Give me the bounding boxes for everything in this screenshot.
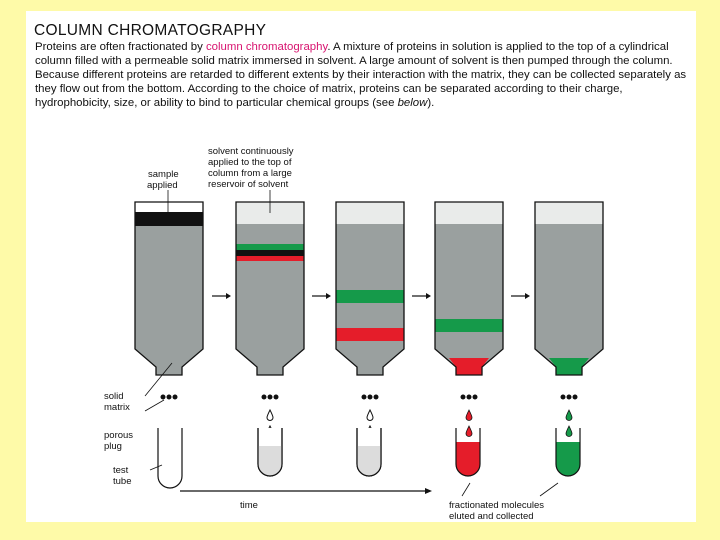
red-drop xyxy=(466,410,472,421)
test-tube-2 xyxy=(258,428,282,476)
column-top-empty xyxy=(135,202,203,212)
arrow-right-icon xyxy=(412,293,431,299)
porous-plug-1 xyxy=(161,395,178,400)
column-top-solvent xyxy=(435,202,503,224)
label-solid-matrix-2: matrix xyxy=(104,402,130,413)
label-test-tube-1: test xyxy=(113,465,129,476)
red-drop xyxy=(466,426,472,437)
green-band xyxy=(435,319,503,332)
red-band xyxy=(336,328,404,341)
black-band xyxy=(236,250,304,256)
column-2 xyxy=(236,202,304,437)
green-drop xyxy=(566,410,572,421)
label-porous-plug-2: plug xyxy=(104,441,122,452)
label-solvent-2: applied to the top of xyxy=(208,157,292,168)
column-matrix xyxy=(435,224,503,375)
label-solvent-3: column from a large xyxy=(208,168,292,179)
column-top-solvent xyxy=(535,202,603,224)
test-tube-3 xyxy=(357,428,381,476)
intro-italic: below xyxy=(397,97,428,110)
label-sample-applied-2: applied xyxy=(147,180,178,191)
label-porous-plug-1: porous xyxy=(104,430,134,441)
label-time: time xyxy=(240,500,258,511)
column-4 xyxy=(435,202,503,437)
label-solvent-1: solvent continuously xyxy=(208,146,294,157)
label-solvent-4: reservoir of solvent xyxy=(208,179,289,190)
green-band xyxy=(236,244,304,250)
arrow-right-icon xyxy=(212,293,231,299)
time-arrow-icon xyxy=(180,488,432,494)
red-band xyxy=(236,256,304,261)
intro-text-end: ). xyxy=(427,97,435,110)
test-tube-1 xyxy=(158,428,182,488)
green-band xyxy=(336,290,404,303)
column-top-solvent xyxy=(336,202,404,224)
label-solid-matrix-1: solid xyxy=(104,391,124,402)
label-test-tube-2: tube xyxy=(113,476,132,487)
green-drop xyxy=(566,426,572,437)
solvent-drop xyxy=(367,410,373,421)
arrow-right-icon xyxy=(312,293,331,299)
column-5 xyxy=(535,202,603,437)
column-matrix xyxy=(135,226,203,375)
label-sample-applied-1: sample xyxy=(148,169,179,180)
label-fractionated-1: fractionated molecules xyxy=(449,500,545,511)
column-1 xyxy=(135,202,203,375)
solvent-drop xyxy=(267,410,273,421)
intro-text-start: Proteins are often fractionated by xyxy=(35,41,206,53)
column-matrix xyxy=(535,224,603,375)
intro-highlight: column chromatography xyxy=(205,41,328,53)
figure-title: COLUMN CHROMATOGRAPHY xyxy=(34,22,267,39)
sample-band-black xyxy=(135,212,203,226)
arrow-right-icon xyxy=(511,293,530,299)
column-3 xyxy=(336,202,404,437)
intro-text-middle: . A mixture of proteins in solution is applied to the top of a cylindrical column filled with a permeable solid matrix immersed in solvent. A large amount of solvent is then pumped through the column. Because different proteins are retarded to different extents by their interaction with the matrix, they can be collected separately as they flow out from the bottom. According to the choice of matrix, proteins can be separated according to their charge, hydrophobicity, size, or ability to bind to particular chemical groups (see xyxy=(35,41,687,110)
label-fractionated-2: eluted and collected xyxy=(449,511,534,522)
